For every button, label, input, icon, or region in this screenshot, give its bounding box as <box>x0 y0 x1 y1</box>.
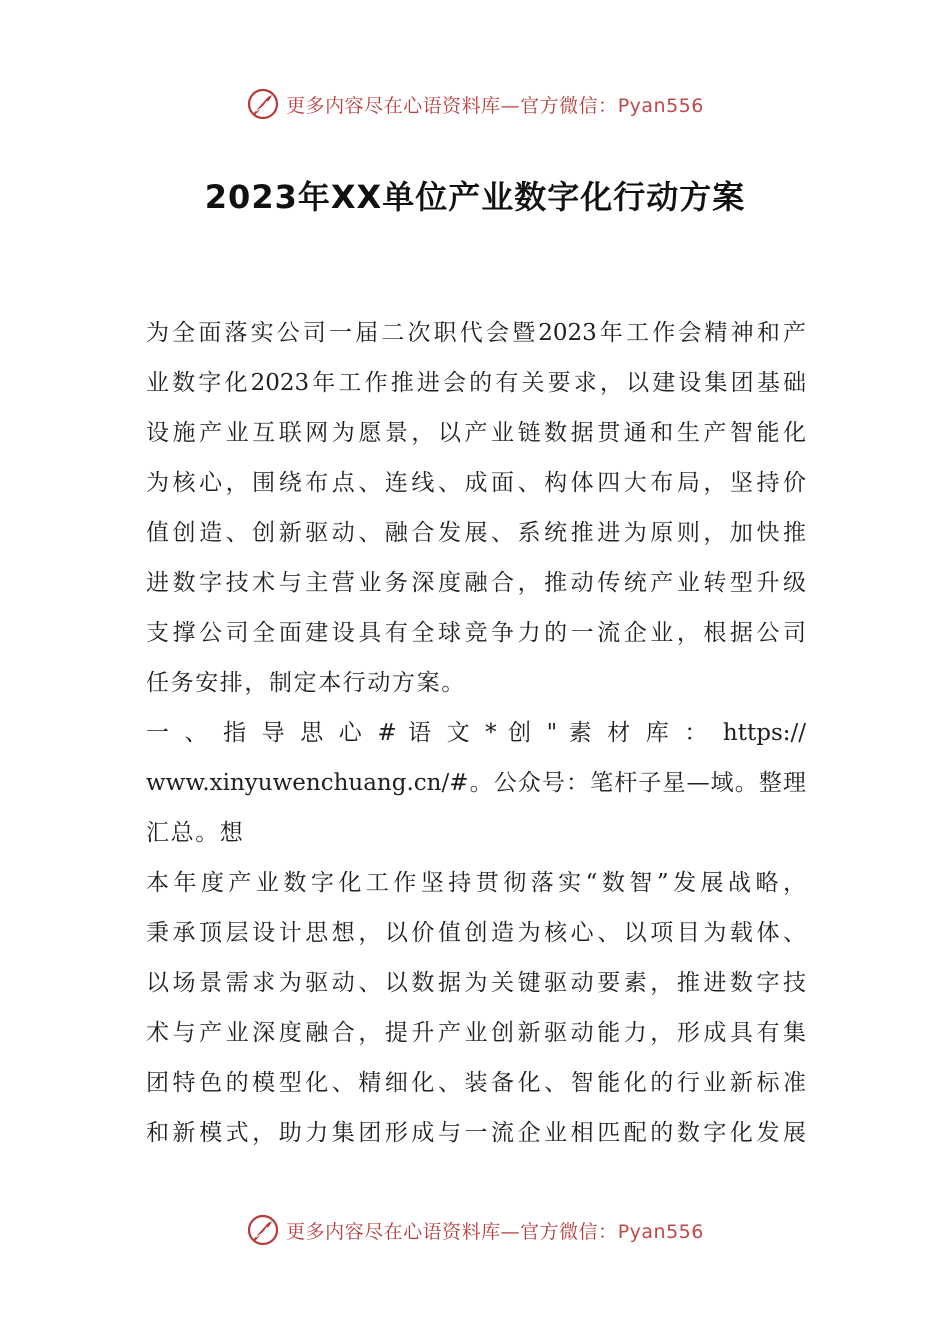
text-line: 设施产业互联网为愿景，以产业链数据贯通和生产智能化 <box>146 420 806 446</box>
text-line: 以场景需求为驱动、以数据为关键驱动要素，推进数字技 <box>146 970 806 996</box>
text-line: 团特色的模型化、精细化、装备化、智能化的行业新标准 <box>146 1070 806 1096</box>
text-line: 支撑公司全面建设具有全球竞争力的一流企业，根据公司 <box>146 620 806 646</box>
text-line: www.xinyuwenchuang.cn/#。公众号：笔杆子星—域。整理 <box>146 770 806 796</box>
footer-banner <box>0 1210 950 1250</box>
text-line: 业数字化2023年工作推进会的有关要求，以建设集团基础 <box>146 370 806 396</box>
section-heading-guiding-thought <box>146 708 806 858</box>
header-banner <box>0 84 950 124</box>
text-line: 和新模式，助力集团形成与一流企业相匹配的数字化发展 <box>146 1120 806 1146</box>
text-line: 为全面落实公司一届二次职代会暨2023年工作会精神和产 <box>146 320 806 346</box>
text-line: 术与产业深度融合，提升产业创新驱动能力，形成具有集 <box>146 1020 806 1046</box>
text-line: 进数字技术与主营业务深度融合，推动传统产业转型升级 <box>146 570 806 596</box>
text-line: 为核心，围绕布点、连线、成面、构体四大布局，坚持价 <box>146 470 806 496</box>
text-line: 本年度产业数字化工作坚持贯彻落实“数智”发展战略， <box>146 870 806 896</box>
text-line: 汇总。想 <box>146 820 245 846</box>
paragraph-intro <box>146 308 806 708</box>
document-title: 2023年XX单位产业数字化行动方案 <box>204 178 746 216</box>
quill-logo-icon <box>246 87 280 121</box>
text-line: 一 、 指 导 思 心 # 语 文 * 创 " 素 材 库 ： https:// <box>146 720 806 746</box>
banner-text: 更多内容尽在心语资料库—官方微信：Pyan556 <box>286 1220 704 1243</box>
text-line: 秉承顶层设计思想，以价值创造为核心、以项目为载体、 <box>146 920 806 946</box>
paragraph-guiding-thought <box>146 858 806 1158</box>
text-line: 值创造、创新驱动、融合发展、系统推进为原则，加快推 <box>146 520 806 546</box>
banner-text: 更多内容尽在心语资料库—官方微信：Pyan556 <box>286 94 704 117</box>
quill-logo-icon <box>246 1213 280 1247</box>
text-line: 任务安排，制定本行动方案。 <box>146 670 466 696</box>
